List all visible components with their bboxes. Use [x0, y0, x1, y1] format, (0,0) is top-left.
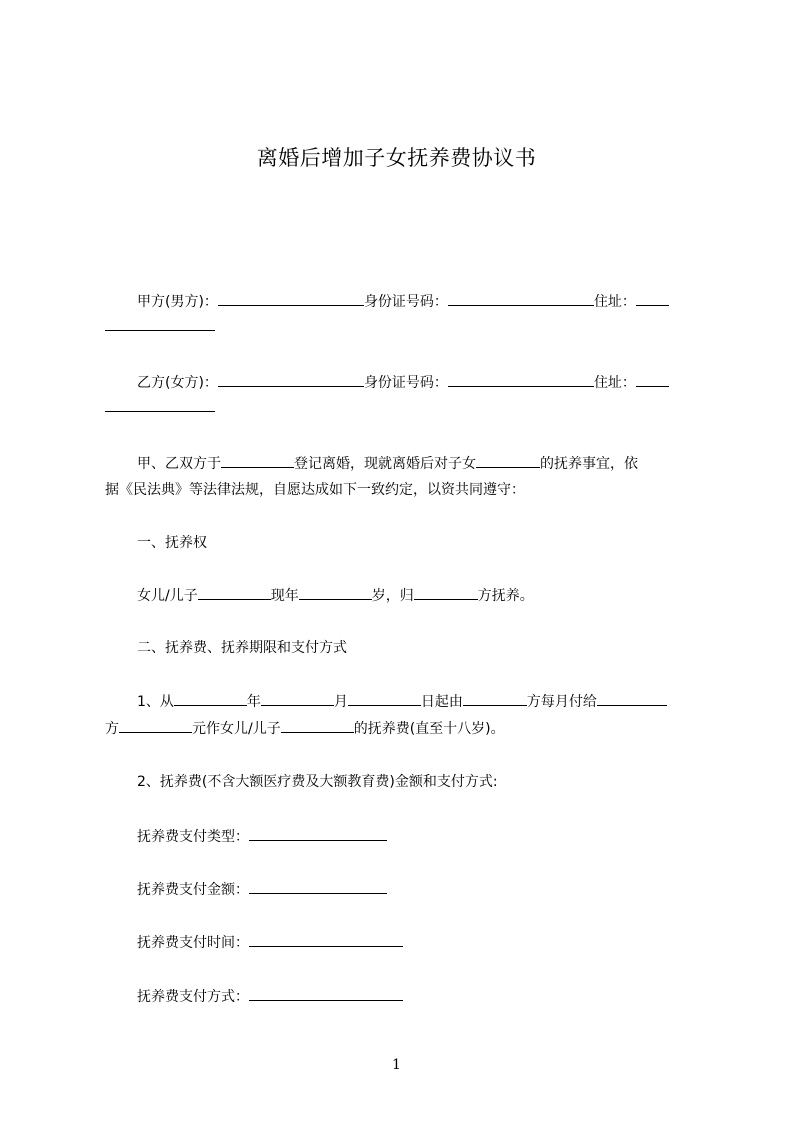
payment-time-blank[interactable] [249, 932, 403, 947]
monthly-amount-blank[interactable] [119, 718, 192, 733]
child-age-blank[interactable] [299, 585, 372, 600]
party-b-address-continuation [105, 397, 705, 418]
intro-part-1: 甲、乙双方于 [137, 456, 221, 472]
item-1-amount: 元作女儿/儿子 [192, 721, 281, 737]
party-b-id-blank[interactable] [448, 372, 594, 387]
section-1-text-4: 方抚养。 [477, 588, 534, 604]
payment-amount-line [105, 879, 737, 900]
section-1-heading: 一、抚养权 [137, 535, 207, 551]
section-1-text [105, 585, 737, 606]
intro-part-3: 的抚养事宜，依 [540, 456, 638, 472]
child-name-blank[interactable] [476, 453, 540, 468]
payment-time-line [105, 932, 737, 953]
party-b-address-blank-2[interactable] [105, 397, 215, 412]
item-1-side: 方 [105, 721, 119, 737]
payment-type-label: 抚养费支付类型： [137, 829, 249, 845]
payment-time-label: 抚养费支付时间： [137, 935, 249, 951]
divorce-date-blank[interactable] [221, 453, 294, 468]
payment-type-line [105, 826, 737, 847]
section-2-heading: 二、抚养费、抚养期限和支付方式 [137, 640, 347, 656]
item-1-pay: 方每月付给 [526, 694, 597, 710]
payment-method-line [105, 986, 737, 1007]
payer-party-blank[interactable] [463, 691, 527, 706]
payment-amount-blank[interactable] [249, 879, 387, 894]
party-a-label: 甲方(男方)： [137, 294, 218, 310]
child-name-blank-3[interactable] [281, 718, 354, 733]
party-b-name-blank[interactable] [218, 372, 364, 387]
page-number: 1 [392, 1057, 401, 1073]
party-b-id-label: 身份证号码： [363, 375, 448, 391]
party-b-address-blank[interactable] [636, 372, 669, 387]
party-a-address-label: 住址： [593, 294, 636, 310]
item-1-suffix: 的抚养费(直至十八岁)。 [353, 721, 505, 737]
intro-part-2: 登记离婚，现就离婚后对子女 [294, 456, 476, 472]
intro-line-1 [105, 453, 737, 474]
party-a-line [105, 291, 737, 312]
section-1-text-1: 女儿/儿子 [137, 588, 198, 604]
payee-party-blank[interactable] [597, 691, 667, 706]
item-1-day: 日起由 [420, 694, 463, 710]
item-1-prefix: 1、从 [137, 694, 174, 710]
section-2-item-1-line-1 [105, 691, 737, 712]
payment-type-blank[interactable] [249, 826, 387, 841]
document-title: 离婚后增加子女抚养费协议书 [256, 146, 537, 170]
item-1-month: 月 [333, 694, 348, 710]
party-b-line [105, 372, 737, 393]
section-1-text-2: 现年 [270, 588, 299, 604]
section-2-item-2: 2、抚养费(不含大额医疗费及大额教育费)金额和支付方式: [137, 774, 498, 790]
payment-method-label: 抚养费支付方式： [137, 989, 249, 1005]
child-name-blank-2[interactable] [198, 585, 271, 600]
party-a-id-label: 身份证号码： [363, 294, 448, 310]
party-b-address-label: 住址： [593, 375, 636, 391]
section-1-text-3: 岁，归 [371, 588, 414, 604]
section-2-item-1-line-2 [105, 718, 705, 739]
party-a-address-blank[interactable] [636, 291, 669, 306]
party-a-id-blank[interactable] [448, 291, 594, 306]
payment-method-blank[interactable] [249, 986, 403, 1001]
item-1-year: 年 [246, 694, 261, 710]
start-day-blank[interactable] [348, 691, 421, 706]
party-b-label: 乙方(女方)： [137, 375, 218, 391]
start-month-blank[interactable] [261, 691, 334, 706]
intro-line-2: 据《民法典》等法律法规，自愿达成如下一致约定，以资共同遵守： [105, 482, 525, 498]
custody-party-blank[interactable] [414, 585, 478, 600]
party-a-address-blank-2[interactable] [105, 316, 215, 331]
start-year-blank[interactable] [174, 691, 247, 706]
payment-amount-label: 抚养费支付金额： [137, 882, 249, 898]
party-a-name-blank[interactable] [218, 291, 364, 306]
party-a-address-continuation [105, 316, 705, 337]
